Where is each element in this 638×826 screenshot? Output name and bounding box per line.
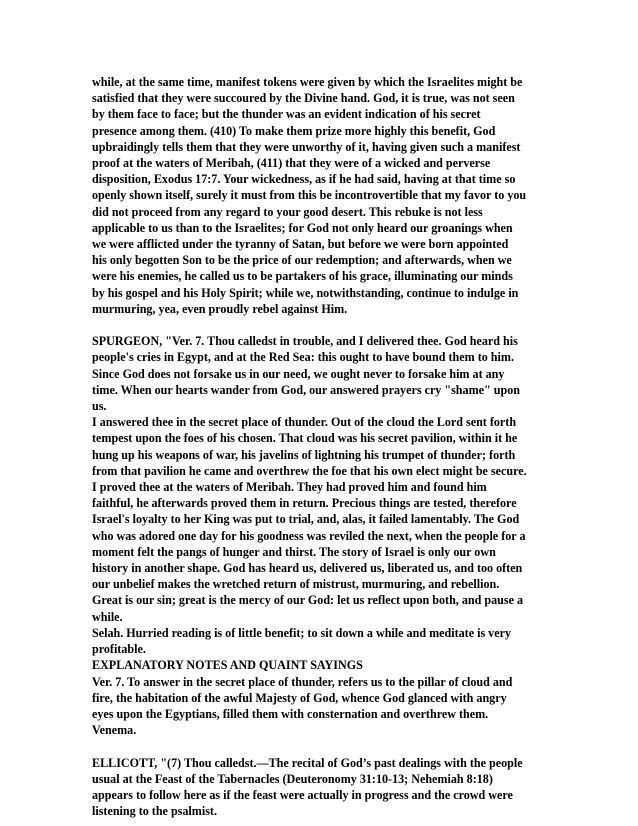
paragraph-ellicott-commentary: ELLICOTT, "(7) Thou calledst.—The recital of God’s past dealings with the people usual at the Feast of the Tabernacles (Deuteronomy 31:10-13; Nehemiah 8:18) appears to follow here as if the feast were actually in progress and the crowd were listening to the psalmist. — [92, 755, 523, 819]
paragraph-calvin-commentary: while, at the same time, manifest tokens were given by which the Israelites might be satisfied that they were succoured by the Divine hand. God, it is true, was not seen by them face to face; but the thunder was an evident indication of his secret presence among them. (410) To make them prize more highly this benefit, God upbraidingly tells them that they were unworthy of it, having given such a manifest proof at the waters of Meribah, (411) that they were of a wicked and perverse disposition, Exodus 17:7. Your wickedness, as if he had said, having at that time so openly shown itself, surely it must from this be incontrovertible that my favor to you did not proceed from any regard to your good desert. This rebuke is not less applicable to us than to the Israelites; for God not only heard our groanings when we were afflicted under the tyranny of Satan, but before we were born appointed his only begotten Son to be the price of our redemption; and afterwards, when we were his enemies, he called us to be partakers of his grace, illuminating our minds by his gospel and his Holy Spirit; while we, notwithstanding, continue to indulge in murmuring, yea, even proudly rebel against Him. — [92, 75, 527, 316]
paragraph-spurgeon-commentary: SPURGEON, "Ver. 7. Thou calledst in trouble, and I delivered thee. God heard his people's cries in Egypt, and at the Red Sea: this ought to have bound them to him. Since God does not forsake us in our need, we ought never to forsake him at any time. When our hearts wander from God, our answered prayers cry "shame" upon us. I answered thee in the secret place of thunder. Out of the cloud the Lord sent forth tempest upon the foes of his chosen. That cloud was his secret pavilion, within it he hung up his weapons of war, his javelins of lightning his trumpet of thunder; forth from that pavilion he came and overthrew the foe that his own elect might be secure. I proved thee at the waters of Meribah. They had proved him and found him faithful, he afterwards proved them in return. Precious things are tested, therefore Israel's loyalty to her King was put to trial, and, alas, it failed lamentably. The God who was adored one day for his goodness was reviled the next, when the people for a moment felt the pangs of hunger and thirst. The story of Israel is only our own history in another shape. God has heard us, delivered us, liberated us, and too often our unbelief makes the wretched return of mistrust, murmuring, and rebellion. Great is our sin; great is the mercy of our God: let us reflect upon both, and pause a while. Selah. Hurried reading is of little benefit; to sit down a while and meditate is very profitable. EXPLANATORY NOTES AND QUAINT SAYINGS Ver. 7. To answer in the secret place of thunder, refers us to the pillar of cloud and fire, the habitation of the awful Majesty of God, whence God glanced with angry eyes upon the Egyptians, filled them with consternation and overthrew them. Venema. — [92, 334, 527, 738]
document-page — [92, 74, 548, 819]
paragraph-gap — [92, 317, 548, 333]
paragraph-gap — [92, 738, 548, 754]
